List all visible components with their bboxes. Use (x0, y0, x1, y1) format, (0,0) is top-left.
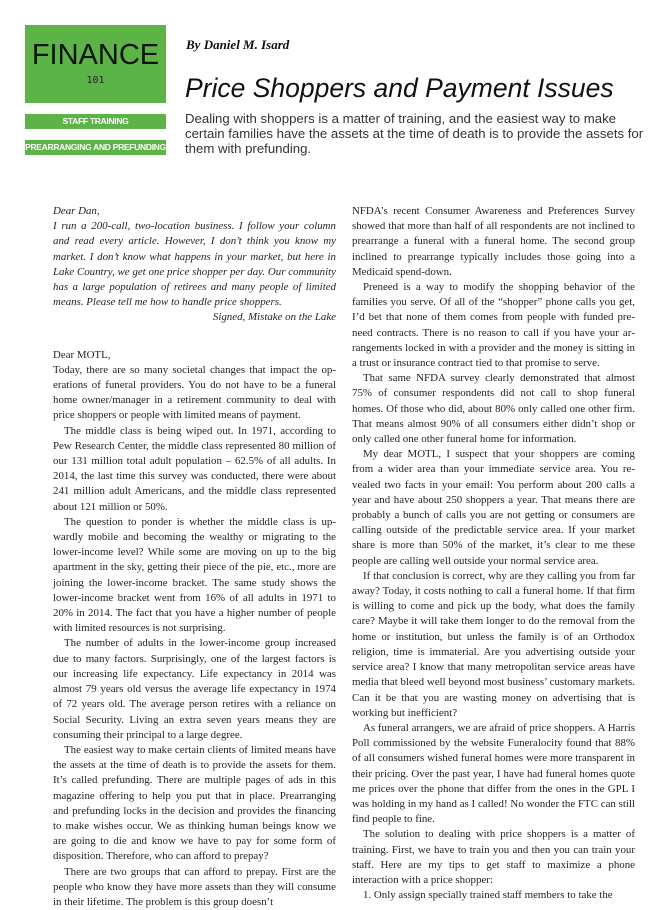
paragraph: The middle class is being wiped out. In 1971, according to Pew Research Center, the middle class represented 80 million of our 131 million total adult population – 62.5% of all adults. In 2014, the last time this survey was conducted, there were about 241 million adult Americans, and the middle class represented about 121 million or 50%. (53, 424, 336, 513)
paragraph: If that conclusion is correct, why are they calling you from far away? Today, it costs nothing to call a funeral home. If that firm is willing to come and pick up the body, what does the family care? Maybe it will take them longer to do the removal from the home or institution, but unless the family is of an Orthodox religion, time is immaterial. Are you advertising outside your service area? I know that many metropolitan service areas have media that bleed well beyond most business’ customary markets. Can it be that you are wasting money on advertising that is working but inefficient? (352, 569, 635, 719)
tag-prearranging: PREARRANGING AND PREFUNDING (25, 140, 166, 155)
right-column (352, 204, 635, 903)
paragraph: That same NFDA survey clearly demonstrated that almost 75% of consumer respondents did not call to shop funeral homes. Of those who did, about 80% only called one other firm. That means almost 90% of all consumers either didn’t shop or only called one other funeral home for information. (352, 372, 635, 446)
letter-body: I run a 200-call, two-location business. I follow your column and read every article. However, I don’t think you know my market. I don’t know what happens in your market, but here in Lake Country, we get one price shopper per day. Our community has a large population of retirees and many people of limited means. Please tell me how to handle price shoppers. (53, 220, 336, 309)
paragraph: The solution to dealing with price shoppers is a matter of training. First, we have to train you and then you can train your staff. Here are my tips to get staff to maximize a phone interaction with a price shopper: (352, 828, 635, 886)
paragraph: Preneed is a way to modify the shopping behavior of the families you serve. Of all of the “shopper” phone calls you get, I’d bet that none of them comes from people with funded preneed contracts. There is no reason to call if you have your arrangements locked in with a provider and the money is sitting in a trust or insurance contract tied to that promise to serve. (352, 281, 635, 370)
reply-salutation: Dear MOTL, (53, 348, 111, 361)
paragraph: There are two groups that can afford to prepay. First are the people who know they have more assets than they will consume in their lifetime. The problem is this group doesn’t (53, 865, 336, 908)
byline: By Daniel M. Isard (186, 37, 290, 52)
letter-salutation: Dear Dan, (53, 205, 100, 217)
paragraph: Today, there are so many societal changes that impact the operations of funeral providers. You do not have to be a funeral home owner/manager in a retirement community to deal with price shoppers or people with limited means of payment. (53, 363, 336, 422)
left-column (53, 204, 336, 910)
section-logo (25, 25, 166, 103)
tag-staff-training: STAFF TRAINING (25, 114, 166, 129)
paragraph: 1. Only assign specially trained staff members to take the (363, 889, 613, 902)
section-number: 101 (86, 75, 105, 86)
letter-signature: Signed, Mistake on the Lake (212, 311, 336, 324)
paragraph: The easiest way to make certain clients of limited means have the assets at the time of death is to provide the assets for them. It’s called prefunding. There are multiple pages of ads in this magazine offering to help you put that in place. Prearranging and prefunding locks in the decision and provides the financing to make wishes occur. We as thinking human beings know we are going to die and know we have to pay for some form of disposition. Therefore, who can afford to prepay? (53, 743, 336, 863)
headline: Price Shoppers and Payment Issues (185, 73, 614, 103)
paragraph: The question to ponder is whether the middle class is upwardly mobile and becoming the wealthy or migrating to the lower-income level? While some are moving on up to the big apartment in the sky, getting their piece of the pie, etc., more are joining the lower-income bracket. The same study shows the lower-income bracket went from 16% of all adults in 1971 to 20% in 2014. The fact that you have a higher number of people with limited resources is not surprising. (53, 515, 336, 635)
paragraph: My dear MOTL, I suspect that your shoppers are coming from a wider area than your immediate service area. You revealed two facts in your email: You perform about 200 calls a year and have about 250 shoppers a year. That means there are probably a bunch of calls you are not getting or consumers are calling outside of the predictable service area. If your market share is more than 50% of the market, it’s clear to me these people are calling well outside your normal service area. (352, 448, 635, 567)
paragraph: As funeral arrangers, we are afraid of price shoppers. A Harris Poll commissioned by the website Funeralocity found that 88% of all consumers wished funeral homes were more transparent in their pricing. Over the past year, I have had funeral homes quote me prices over the phone that differ from the ones in the GPL I was holding in my hand as I called! No wonder the FTC can still find people to fine. (352, 721, 635, 826)
paragraph: The number of adults in the lower-income group increased due to many factors. Surprisingly, one of the largest factors is our increasing life expectancy. Life expectancy in 2014 was almost 79 years old versus the average life expectancy in 1974 of 72 years old. The average person retires with a reliance on Social Security. Living an extra seven years means they are consuming their principal to a large degree. (53, 637, 336, 741)
paragraph: NFDA’s recent Consumer Awareness and Preferences Survey showed that more than half of all respondents are not inclined to prearrange a funeral with a funeral home. The second group inclined to prearrange typically includes those going into a Medicaid spend-down. (352, 205, 635, 278)
section-title: FINANCE (31, 39, 160, 71)
reader-letter (53, 204, 336, 326)
deck: Dealing with shoppers is a matter of training, and the easiest way to make certain families have the assets at the time of death is to provide the assets for them with prefunding. (185, 111, 644, 156)
